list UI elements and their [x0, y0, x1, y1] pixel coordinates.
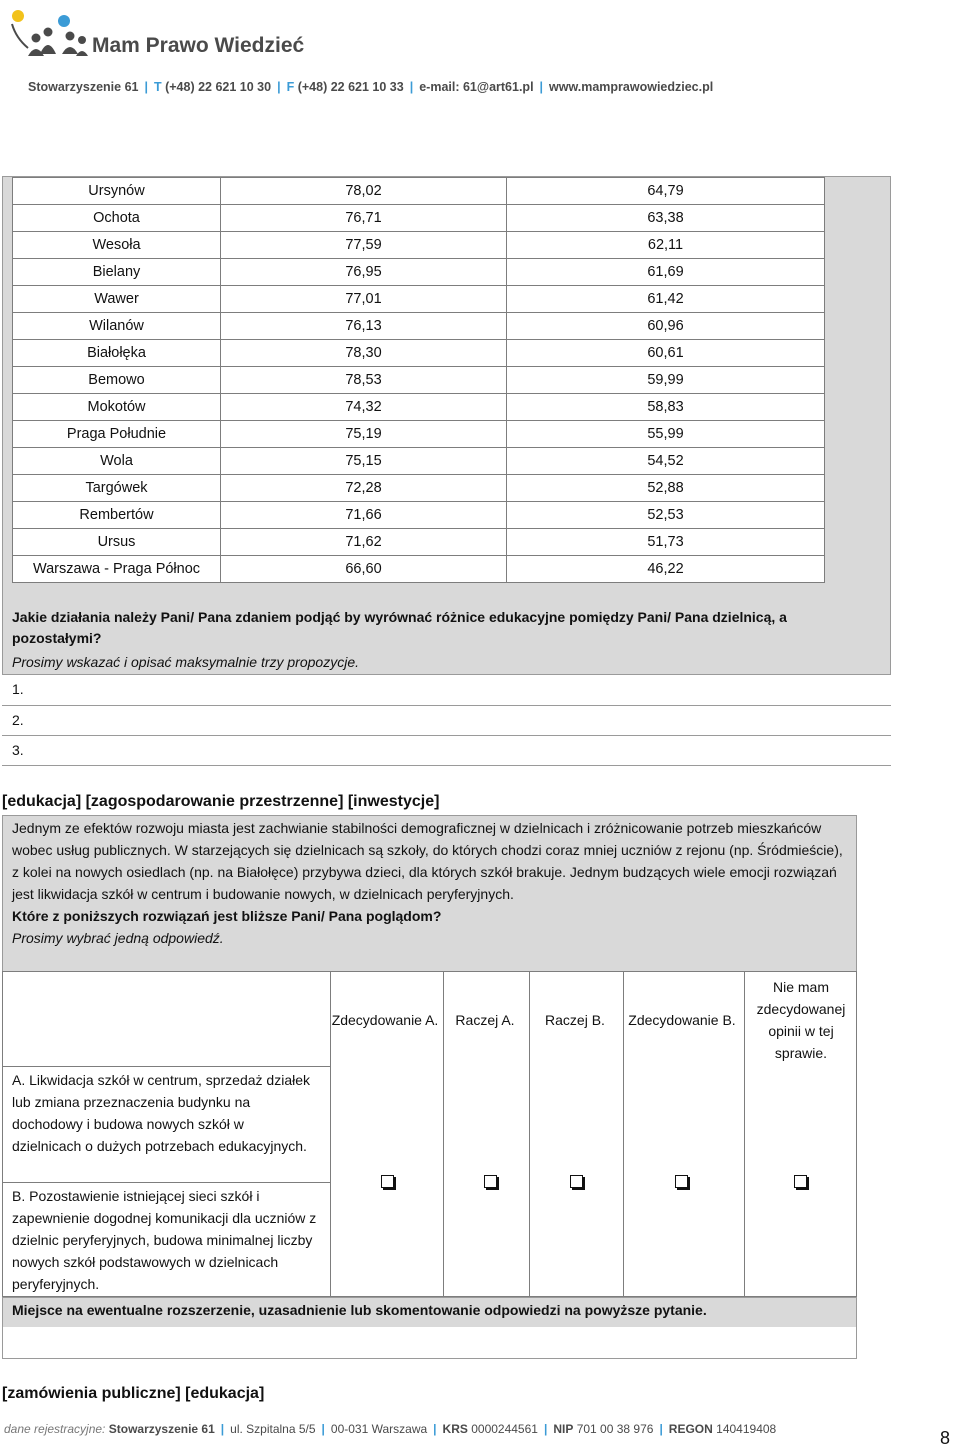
logo-people-icon: [8, 8, 98, 60]
question-1-text: Jakie działania należy Pani/ Pana zdaniem podjąć by wyrównać różnice edukacyjne pomiędzy Pani/ Pana dzielnicą, a pozostałymi?: [12, 609, 787, 646]
district-cell: Bemowo: [13, 367, 221, 394]
column-rather-b: Raczej B.: [545, 1012, 605, 1028]
district-cell: Wola: [13, 448, 221, 475]
score-b-cell: 61,69: [507, 259, 825, 286]
score-b-cell: 60,61: [507, 340, 825, 367]
score-b-cell: 52,88: [507, 475, 825, 502]
score-a-cell: 76,13: [221, 313, 507, 340]
table-row: [13, 178, 825, 205]
score-b-cell: 46,22: [507, 556, 825, 583]
question-2-hint: Prosimy wybrać jedną odpowiedź.: [12, 930, 224, 946]
footer: dane rejestracyjne: Stowarzyszenie 61 | ul. Szpitalna 5/5 | 00-031 Warszawa | KRS 0000244561 | NIP 701 00 38 976 | REGON 140419408: [4, 1422, 777, 1436]
footer-label: dane rejestracyjne:: [4, 1422, 106, 1436]
district-cell: Praga Południe: [13, 421, 221, 448]
contact-bar: Stowarzyszenie 61 | T (+48) 22 621 10 30 | F (+48) 22 621 10 33 | e-mail: 61@art61.pl | www.mamprawowiedziec.pl: [28, 80, 714, 94]
column-no-opinion: Nie mam zdecydowanej opinii w tej sprawie.: [756, 979, 846, 1061]
score-a-cell: 71,66: [221, 502, 507, 529]
table-row: [13, 367, 825, 394]
checkbox-strongly-b[interactable]: [675, 1175, 688, 1188]
phone-label: T: [153, 80, 162, 94]
table-row: [13, 205, 825, 232]
district-cell: Wesoła: [13, 232, 221, 259]
table-row: [13, 340, 825, 367]
district-cell: Rembertów: [13, 502, 221, 529]
nip-value: 701 00 38 976: [576, 1422, 654, 1436]
table-row: [13, 475, 825, 502]
district-cell: Bielany: [13, 259, 221, 286]
krs-value: 0000244561: [471, 1422, 538, 1436]
table-row: [13, 313, 825, 340]
checkbox-no-opinion[interactable]: [794, 1175, 807, 1188]
phone: (+48) 22 621 10 30: [165, 80, 272, 94]
question-1-hint: Prosimy wskazać i opisać maksymalnie trzy propozycje.: [12, 654, 359, 670]
fax-label: F: [286, 80, 295, 94]
column-strongly-a: Zdecydowanie A.: [331, 1012, 439, 1028]
question-2-text: Które z poniższych rozwiązań jest bliższe Pani/ Pana poglądom?: [12, 908, 442, 924]
district-cell: Ursynów: [13, 178, 221, 205]
district-cell: Mokotów: [13, 394, 221, 421]
checkbox-rather-a[interactable]: [484, 1175, 497, 1188]
score-a-cell: 75,15: [221, 448, 507, 475]
option-b-text: B. Pozostawienie istniejącej sieci szkół i zapewnienie dogodnej komunikacji dla uczniów z dzielnic peryferyjnych, budowa minimalnej liczby nowych szkół podstawowych w dzielnicach peryferyjnych.: [12, 1188, 317, 1292]
score-b-cell: 52,53: [507, 502, 825, 529]
column-rather-a: Raczej A.: [455, 1012, 515, 1028]
score-a-cell: 66,60: [221, 556, 507, 583]
score-b-cell: 55,99: [507, 421, 825, 448]
email: e-mail: 61@art61.pl: [419, 80, 534, 94]
table-row: [13, 448, 825, 475]
website-link[interactable]: www.mamprawowiedziec.pl: [549, 80, 714, 94]
table-row: [13, 394, 825, 421]
score-b-cell: 58,83: [507, 394, 825, 421]
ranking-table: [12, 177, 825, 583]
brand-name: Mam Prawo Wiedzieć: [92, 34, 305, 57]
org-name: Stowarzyszenie 61: [28, 80, 139, 94]
table-row: [13, 556, 825, 583]
fax: (+48) 22 621 10 33: [297, 80, 404, 94]
table-row: [13, 259, 825, 286]
score-a-cell: 71,62: [221, 529, 507, 556]
footer-address: ul. Szpitalna 5/5: [230, 1422, 316, 1436]
score-a-cell: 78,02: [221, 178, 507, 205]
table-row: [13, 286, 825, 313]
checkbox-rather-b[interactable]: [570, 1175, 583, 1188]
krs-label: KRS: [442, 1422, 468, 1436]
district-cell: Wawer: [13, 286, 221, 313]
checkbox-strongly-a[interactable]: [381, 1175, 394, 1188]
answer-field-1[interactable]: 1.: [2, 674, 891, 705]
table-row: [13, 421, 825, 448]
district-cell: Białołęka: [13, 340, 221, 367]
score-a-cell: 75,19: [221, 421, 507, 448]
score-a-cell: 72,28: [221, 475, 507, 502]
option-a-text: A. Likwidacja szkół w centrum, sprzedaż działek lub zmiana przeznaczenia budynku na dochodowy i budowa nowych szkół w dzielnicach o dużych potrzebach edukacyjnych.: [12, 1072, 311, 1154]
regon-value: 140419408: [716, 1422, 777, 1436]
score-b-cell: 63,38: [507, 205, 825, 232]
intro-paragraph: Jednym ze efektów rozwoju miasta jest zachwianie stabilności demograficznej w dzielnicach i zróżnicowanie potrzeb mieszkańców wobec usług publicznych. W starzejących się dzielnicach są szkoły, do których chodzi coraz mniej uczniów z rejonu (np. Śródmieście), z kolei na nowych osiedlach (np. na Białołęce) przybywa dzieci, dla których szkół brakuje. Jednym budzących wiele emocji rozwiązań jest likwidacja szkół w centrum i budowanie nowych, w dzielnicach peryferyjnych.: [12, 820, 843, 902]
answer-field-3[interactable]: 3.: [2, 735, 891, 766]
score-a-cell: 76,95: [221, 259, 507, 286]
section-tags: [edukacja] [zagospodarowanie przestrzenne] [inwestycje]: [2, 793, 440, 810]
answer-field-2[interactable]: 2.: [2, 705, 891, 736]
district-cell: Warszawa - Praga Północ: [13, 556, 221, 583]
footer-postal: 00-031 Warszawa: [330, 1422, 428, 1436]
nip-label: NIP: [553, 1422, 574, 1436]
score-b-cell: 59,99: [507, 367, 825, 394]
score-a-cell: 74,32: [221, 394, 507, 421]
score-b-cell: 60,96: [507, 313, 825, 340]
table-row: [13, 502, 825, 529]
intro-block: [12, 817, 852, 949]
table-row: [13, 232, 825, 259]
score-b-cell: 51,73: [507, 529, 825, 556]
comment-field[interactable]: [3, 1327, 856, 1358]
page-number: 8: [940, 1428, 951, 1448]
column-strongly-b: Zdecydowanie B.: [628, 1012, 736, 1028]
score-a-cell: 77,59: [221, 232, 507, 259]
district-cell: Ochota: [13, 205, 221, 232]
district-cell: Ursus: [13, 529, 221, 556]
section-3-tags: [zamówienia publiczne] [edukacja]: [2, 1385, 265, 1402]
district-cell: Targówek: [13, 475, 221, 502]
score-a-cell: 77,01: [221, 286, 507, 313]
table-row: [13, 529, 825, 556]
score-b-cell: 64,79: [507, 178, 825, 205]
score-b-cell: 54,52: [507, 448, 825, 475]
regon-label: REGON: [668, 1422, 713, 1436]
footer-org: Stowarzyszenie 61: [108, 1422, 215, 1436]
score-a-cell: 78,53: [221, 367, 507, 394]
score-b-cell: 62,11: [507, 232, 825, 259]
score-a-cell: 76,71: [221, 205, 507, 232]
score-b-cell: 61,42: [507, 286, 825, 313]
district-cell: Wilanów: [13, 313, 221, 340]
comment-label: Miejsce na ewentualne rozszerzenie, uzasadnienie lub skomentowanie odpowiedzi na powyższe pytanie.: [12, 1302, 707, 1318]
score-a-cell: 78,30: [221, 340, 507, 367]
